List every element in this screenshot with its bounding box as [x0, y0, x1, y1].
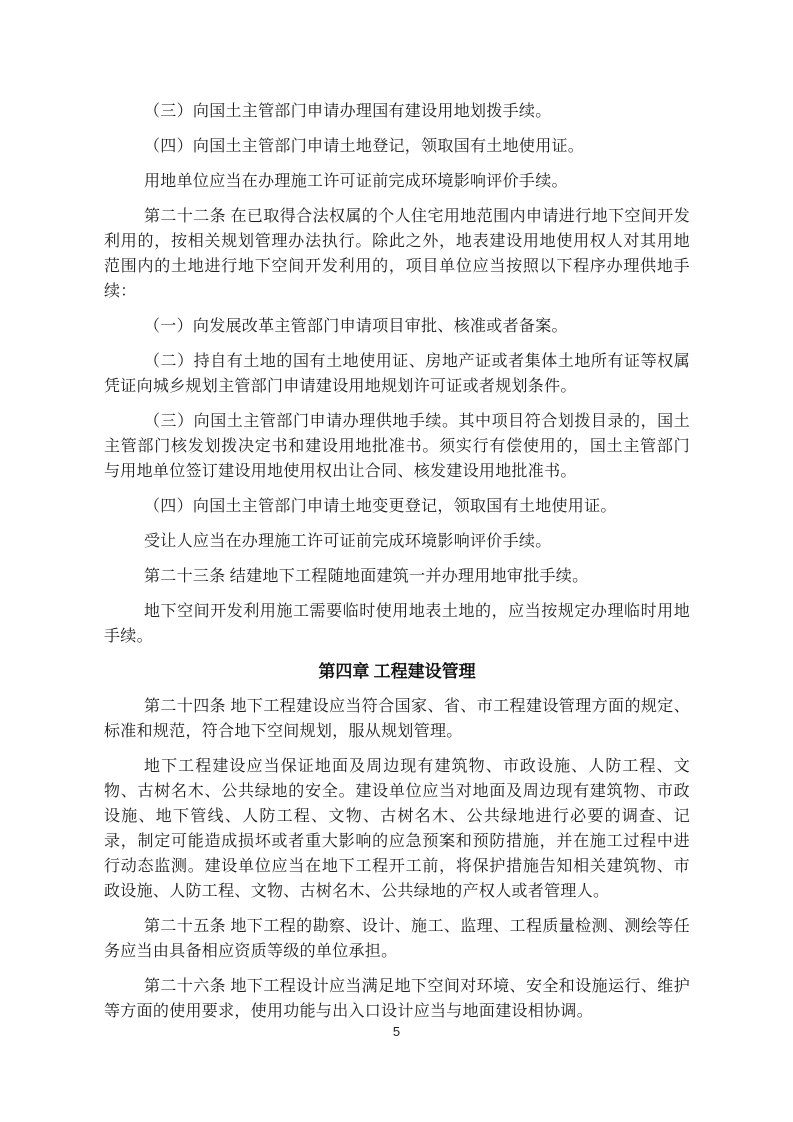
paragraph-article-26: 第二十六条 地下工程设计应当满足地下空间对环境、安全和设施运行、维护等方面的使用要求，使用功能与出入口设计应当与地面建设相协调。	[104, 978, 690, 1020]
paragraph-article-24: 第二十四条 地下工程建设应当符合国家、省、市工程建设管理方面的规定、标准和规范，符合地下空间规划，服从规划管理。	[104, 698, 690, 740]
document-content	[104, 99, 690, 1034]
paragraph: 用地单位应当在办理施工许可证前完成环境影响评价手续。	[144, 173, 568, 190]
paragraph: 地下工程建设应当保证地面及周边现有建筑物、市政设施、人防工程、文物、古树名木、公共绿地的安全。建设单位应当对地面及周边现有建筑物、市政设施、地下管线、人防工程、文物、古树名木、公共绿地进行必要的调查、记录，制定可能造成损坏或者重大影响的应急预案和预防措施，并在施工过程中进行动态监测。建设单位应当在地下工程开工前，将保护措施告知相关建筑物、市政设施、人防工程、文物、古树名木、公共绿地的产权人或者管理人。	[104, 758, 690, 900]
paragraph: 地下空间开发利用施工需要临时使用地表土地的，应当按规定办理临时用地手续。	[104, 603, 690, 645]
paragraph: （一）向发展改革主管部门申请项目审批、核准或者备案。	[144, 318, 568, 335]
paragraph: 受让人应当在办理施工许可证前完成环境影响评价手续。	[144, 533, 552, 550]
page-number: 5	[392, 1024, 401, 1039]
paragraph: （二）持自有土地的国有土地使用证、房地产证或者集体土地所有证等权属凭证向城乡规划主管部门申请建设用地规划许可证或者规划条件。	[104, 353, 690, 395]
paragraph: （三）向国土主管部门申请办理国有建设用地划拨手续。	[144, 103, 552, 120]
paragraph-article-25: 第二十五条 地下工程的勘察、设计、施工、监理、工程质量检测、测绘等任务应当由具备相应资质等级的单位承担。	[104, 918, 690, 960]
paragraph: （四）向国土主管部门申请土地变更登记，领取国有土地使用证。	[144, 498, 617, 515]
paragraph-article-23: 第二十三条 结建地下工程随地面建筑一并办理用地审批手续。	[144, 568, 589, 585]
paragraph: （四）向国土主管部门申请土地登记，领取国有土地使用证。	[144, 138, 585, 155]
chapter-heading: 第四章 工程建设管理	[318, 662, 476, 681]
paragraph-article-22: 第二十二条 在已取得合法权属的个人住宅用地范围内申请进行地下空间开发利用的，按相关规划管理办法执行。除此之外，地表建设用地使用权人对其用地范围内的土地进行地下空间开发利用的，项目单位应当按照以下程序办理供地手续：	[104, 208, 690, 300]
paragraph: （三）向国土主管部门申请办理供地手续。其中项目符合划拨目录的，国土主管部门核发划拨决定书和建设用地批准书。须实行有偿使用的，国土主管部门与用地单位签订建设用地使用权出让合同、核发建设用地批准书。	[104, 413, 690, 480]
